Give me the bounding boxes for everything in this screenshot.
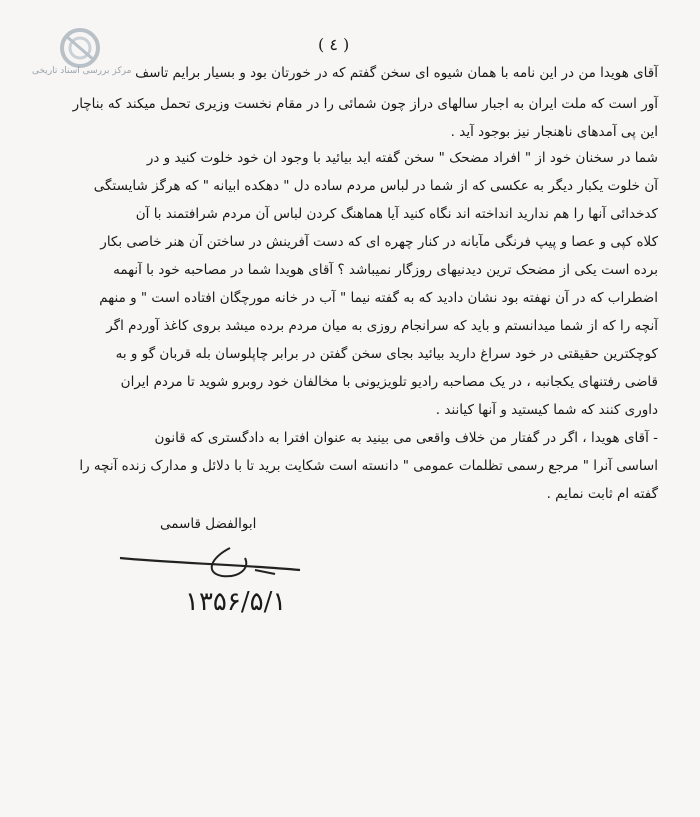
handwritten-signature xyxy=(110,528,310,638)
body-line: کلاه کپی و عصا و پیپ فرنگی مآبانه در کنار چهره ای که دست آفرینش در ساختن آن هنر خاصی بکار xyxy=(100,234,658,250)
body-line: کوچکترین حقیقتی در خود سراغ دارید بیائید بجای سخن گفتن در برابر چاپلوسان بله قربان گو و به xyxy=(115,346,658,362)
signatory-name: ابوالفضل قاسمی xyxy=(160,516,257,532)
body-line: - آقای هویدا ، اگر در گفتار من خلاف واقعی می بینید به عنوان افترا به دادگستری که قانون xyxy=(154,430,658,446)
body-line: کدخدائی آنها را هم ندارید انداخته اند نگاه کنید آیا هماهنگ کردن لباس آن مردم شرافتمند با آن xyxy=(135,206,658,222)
body-line: آور است که ملت ایران به اجبار سالهای دراز چون شمائی را در مقام نخست وزیری تحمل میکند که بناچار xyxy=(72,96,658,112)
body-line: این پی آمدهای ناهنجار نیز بوجود آید . xyxy=(450,124,658,140)
body-line: برده است یکی از مضحک ترین دیدنیهای روزگار نمیباشد ؟ آقای هویدا شما در مصاحبه خود با آنهمه xyxy=(113,262,658,278)
body-line: قاضی رفتنهای یکجانبه ، در یک مصاحبه رادیو تلویزیونی با مخالفان خود روبرو شوید تا مردم ایران xyxy=(120,374,658,390)
body-line: آن خلوت یکبار دیگر به عکسی که از شما در لباس مردم ساده دل " دهکده ابیانه " که هرگز شایستگی xyxy=(93,178,658,194)
archive-logo xyxy=(30,18,150,78)
body-line: آقای هویدا من در این نامه با همان شیوه ای سخن گفتم که در خورتان بود و بسیار برایم تاسف xyxy=(135,65,658,81)
body-line: اساسی آنرا " مرجع رسمی تظلمات عمومی " دانسته است شکایت برید تا با دلائل و مدارک زنده آنچه را xyxy=(79,458,658,474)
handwritten-date: ۱۳۵۶/۵/۱ xyxy=(185,587,287,617)
body-line: اضطراب که در آن نهفته بود نشان دادید که به گفته نیما " آب در خانه مورچگان افتاده است " و منهم xyxy=(99,290,658,306)
page-number: ( ٤ ) xyxy=(318,35,350,54)
body-line: آنچه را که از شما میدانستم و باید که سرانجام روزی به میان مردم برده میشد بروی کاغذ آوردم اگر xyxy=(106,318,658,334)
body-line: گفته ام ثابت نمایم . xyxy=(546,486,658,502)
body-line: شما در سخنان خود از " افراد مضحک " سخن گفته اید بیائید با وجود ان خود خلوت کنید و در xyxy=(146,150,658,166)
body-line: داوری کنند که شما کیستید و آنها کیانند . xyxy=(435,402,658,418)
logo-caption: مرکز بررسی اسناد تاریخی xyxy=(32,66,132,76)
